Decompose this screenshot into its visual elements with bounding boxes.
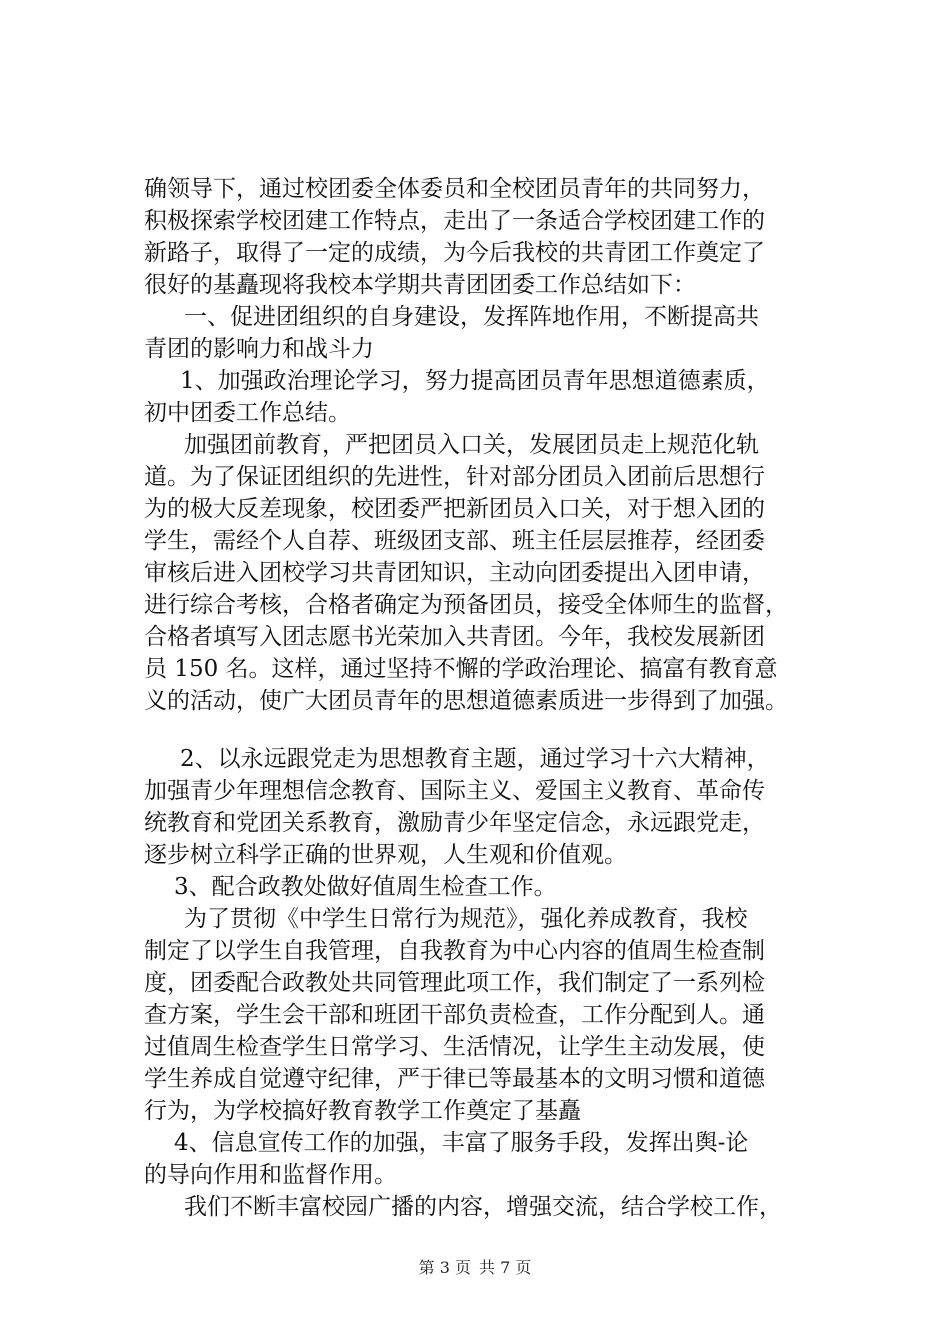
subsection-heading-4: 4、信息宣传工作的加强，丰富了服务手段，发挥出舆-论 [174,1130,749,1156]
text-line: 很好的基矗现将我校本学期共青团团委工作总结如下： [144,272,696,298]
page-total: 共 7 页 [479,1258,532,1277]
paragraph-gap [144,717,844,743]
subsection-heading-1: 1、加强政治理论学习，努力提高团员青年思想道德素质， [180,368,770,394]
text-line: 我们不断丰富校园广播的内容，增强交流，结合学校工作， [184,1194,782,1220]
text-line: 为了贯彻《中学生日常行为规范》，强化养成教育，我校 [184,906,748,932]
text-line: 统教育和党团关系教育，激励青少年坚定信念，永远跟党走， [144,810,765,836]
page-number: 第 3 页 [418,1258,471,1277]
text-line: 逐步树立科学正确的世界观，人生观和价值观。 [144,842,627,868]
text-line: 审核后进入团校学习共青团知识，主动向团委提出入团申请， [144,560,765,586]
text-line: 进行综合考核，合格者确定为预备团员，接受全体师生的监督， [144,592,788,618]
text-line: 加强团前教育，严把团员入口关，发展团员走上规范化轨 [184,432,759,458]
document-body [144,173,844,1223]
text-line: 合格者填写入团志愿书光荣加入共青团。今年，我校发展新团 [144,624,765,650]
text-line: 加强青少年理想信念教育、国际主义、爱国主义教育、革命传 [144,778,765,804]
text-line: 查方案，学生会干部和班团干部负责检查，工作分配到人。通 [144,1002,765,1028]
text-line: 度，团委配合政教处共同管理此项工作，我们制定了一系列检 [144,970,765,996]
section-heading-1: 一、促进团组织的自身建设，发挥阵地作用，不断提高共 [184,304,759,330]
text-line: 制定了以学生自我管理，自我教育为中心内容的值周生检查制 [144,938,765,964]
subsection-heading-3: 3、配合政教处做好值周生检查工作。 [174,874,557,900]
text-line: 道。为了保证团组织的先进性，针对部分团员入团前后思想行 [144,464,765,490]
text-line: 员 150 名。这样，通过坚持不懈的学政治理论、搞富有教育意 [144,656,778,682]
text-line: 确领导下，通过校团委全体委员和全校团员青年的共同努力， [144,176,765,202]
subsection-heading-2: 2、以永远跟党走为思想教育主题，通过学习十六大精神， [180,746,770,772]
text-line: 行为，为学校搞好教育教学工作奠定了基矗 [144,1098,581,1124]
text-line: 积极探索学校团建工作特点，走出了一条适合学校团建工作的 [144,208,765,234]
text-line: 义的活动，使广大团员青年的思想道德素质进一步得到了加强。 [144,688,788,714]
text-line: 的导向作用和监督作用。 [144,1162,397,1188]
text-line: 初中团委工作总结。 [144,400,351,426]
text-line: 学生，需经个人自荐、班级团支部、班主任层层推荐，经团委 [144,528,765,554]
text-line: 新路子，取得了一定的成绩，为今后我校的共青团工作奠定了 [144,240,765,266]
text-line: 为的极大反差现象，校团委严把新团员入口关，对于想入团的 [144,496,765,522]
page-footer [0,1258,950,1278]
text-line: 过值周生检查学生日常学习、生活情况，让学生主动发展，使 [144,1034,765,1060]
text-line: 学生养成自觉遵守纪律，严于律已等最基本的文明习惯和道德 [144,1066,765,1092]
text-line: 青团的影响力和战斗力 [144,336,374,362]
